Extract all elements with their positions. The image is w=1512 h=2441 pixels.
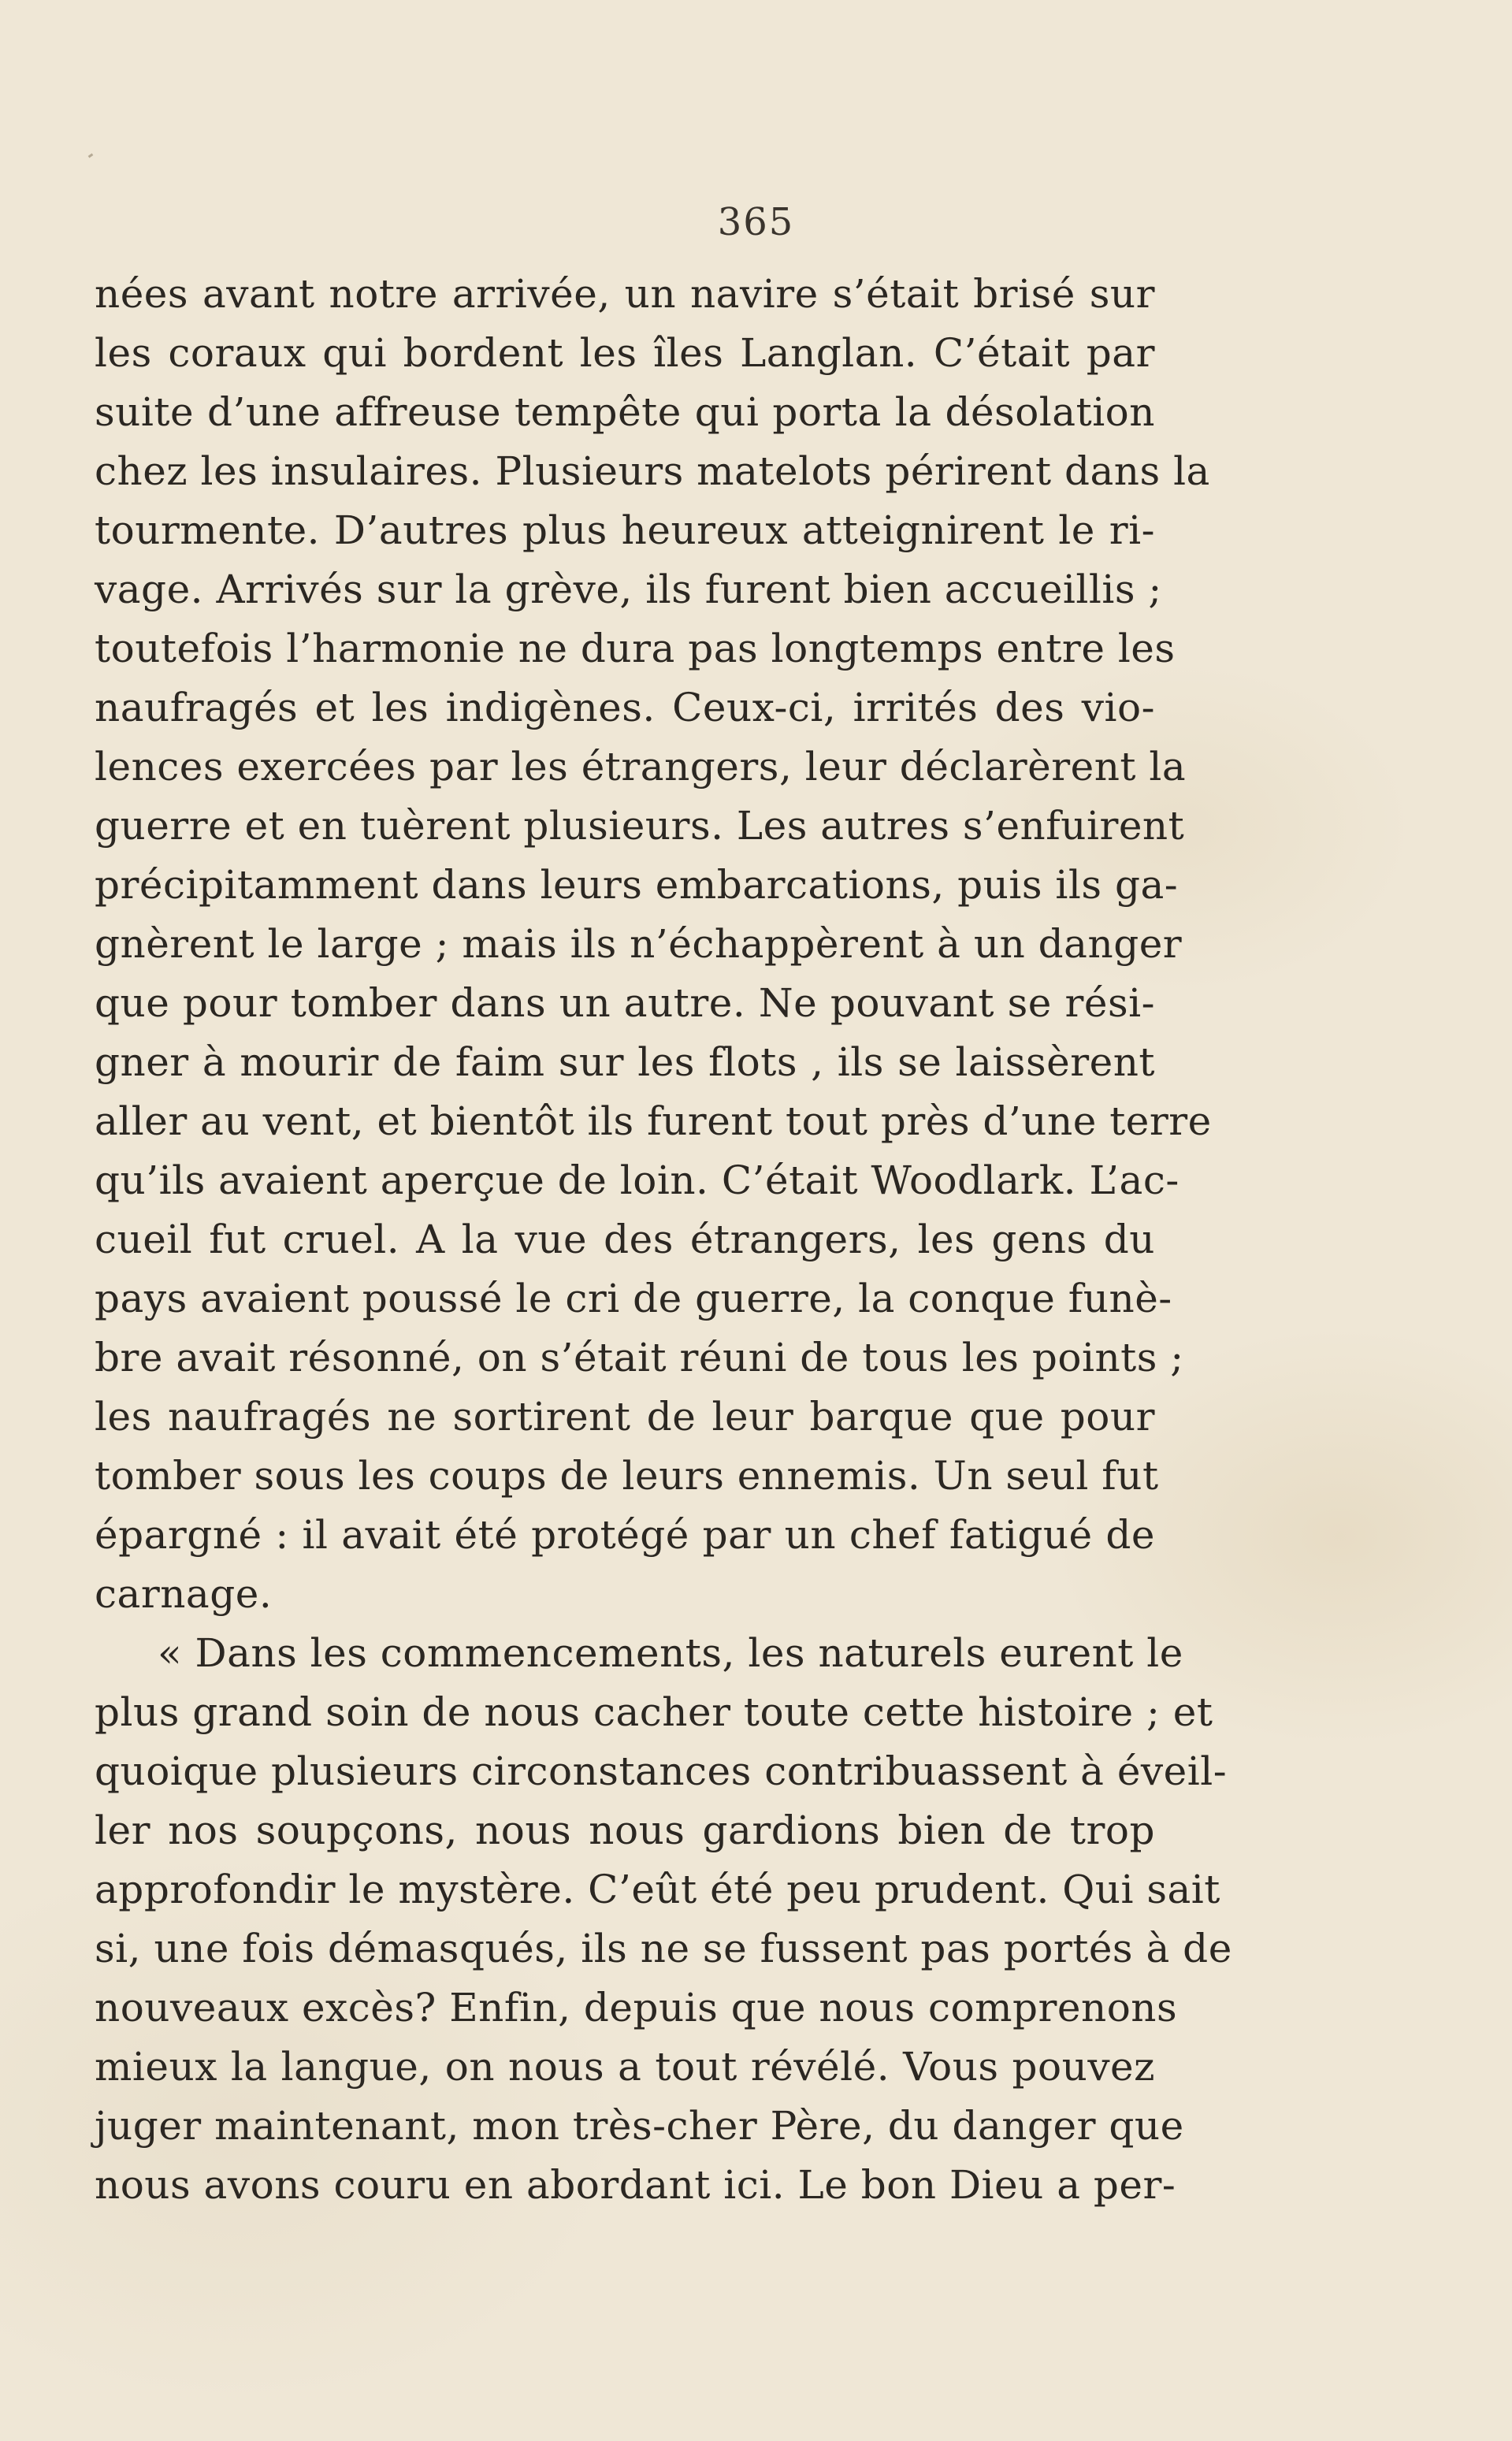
text-line: approfondir le mystère. C’eût été peu prudent. Qui sait bbox=[95, 1867, 1220, 1912]
text-line: vage. Arrivés sur la grève, ils furent bien accueillis ; bbox=[95, 567, 1162, 612]
text-line: naufragés et les indigènes. Ceux-ci, irrités des vio- bbox=[95, 685, 1155, 730]
text-line: nées avant notre arrivée, un navire s’était brisé sur bbox=[95, 271, 1155, 317]
text-line: pays avaient poussé le cri de guerre, la conque funè- bbox=[95, 1276, 1172, 1321]
page-number: 365 bbox=[717, 200, 795, 244]
text-line: chez les insulaires. Plusieurs matelots périrent dans la bbox=[95, 448, 1210, 494]
text-line: toutefois l’harmonie ne dura pas longtemps entre les bbox=[95, 626, 1176, 671]
text-line: tourmente. D’autres plus heureux atteignirent le ri- bbox=[95, 507, 1155, 553]
paragraph-start-line: « Dans les commencements, les naturels eurent le bbox=[158, 1630, 1183, 1676]
text-line: tomber sous les coups de leurs ennemis. Un seul fut bbox=[95, 1453, 1159, 1499]
text-line: nous avons couru en abordant ici. Le bon Dieu a per- bbox=[95, 2162, 1176, 2208]
text-line: ler nos soupçons, nous nous gardions bien de trop bbox=[95, 1808, 1155, 1853]
text-line: si, une fois démasqués, ils ne se fussent pas portés à de bbox=[95, 1926, 1232, 1971]
text-line: gnèrent le large ; mais ils n’échappèrent à un danger bbox=[95, 921, 1183, 967]
text-line: nouveaux excès? Enfin, depuis que nous comprenons bbox=[95, 1985, 1178, 2030]
paper-speck bbox=[88, 154, 94, 158]
text-line: qu’ils avaient aperçue de loin. C’était Woodlark. L’ac- bbox=[95, 1157, 1180, 1203]
text-line: quoique plusieurs circonstances contribuassent à éveil- bbox=[95, 1748, 1228, 1794]
text-line: cueil fut cruel. A la vue des étrangers, les gens du bbox=[95, 1217, 1155, 1262]
text-line: les coraux qui bordent les îles Langlan. C’était par bbox=[95, 330, 1155, 376]
text-line: aller au vent, et bientôt ils furent tout près d’une terre bbox=[95, 1098, 1212, 1144]
text-line: lences exercées par les étrangers, leur déclarèrent la bbox=[95, 744, 1187, 790]
text-line: suite d’une affreuse tempête qui porta la désolation bbox=[95, 389, 1155, 435]
text-line: mieux la langue, on nous a tout révélé. Vous pouvez bbox=[95, 2044, 1155, 2090]
text-line: bre avait résonné, on s’était réuni de tous les points ; bbox=[95, 1335, 1184, 1380]
text-line: juger maintenant, mon très-cher Père, du danger que bbox=[95, 2103, 1184, 2149]
paragraph-end-line: carnage. bbox=[95, 1571, 273, 1617]
text-line: épargné : il avait été protégé par un chef fatigué de bbox=[95, 1512, 1155, 1558]
body-text bbox=[95, 265, 1232, 2215]
text-line: plus grand soin de nous cacher toute cette histoire ; et bbox=[95, 1689, 1213, 1735]
text-line: précipitamment dans leurs embarcations, puis ils ga- bbox=[95, 862, 1179, 908]
text-line: que pour tomber dans un autre. Ne pouvant se rési- bbox=[95, 980, 1155, 1026]
text-line: les naufragés ne sortirent de leur barque que pour bbox=[95, 1394, 1155, 1440]
text-line: guerre et en tuèrent plusieurs. Les autres s’enfuirent bbox=[95, 803, 1185, 849]
text-line: gner à mourir de faim sur les flots , ils se laissèrent bbox=[95, 1039, 1155, 1085]
